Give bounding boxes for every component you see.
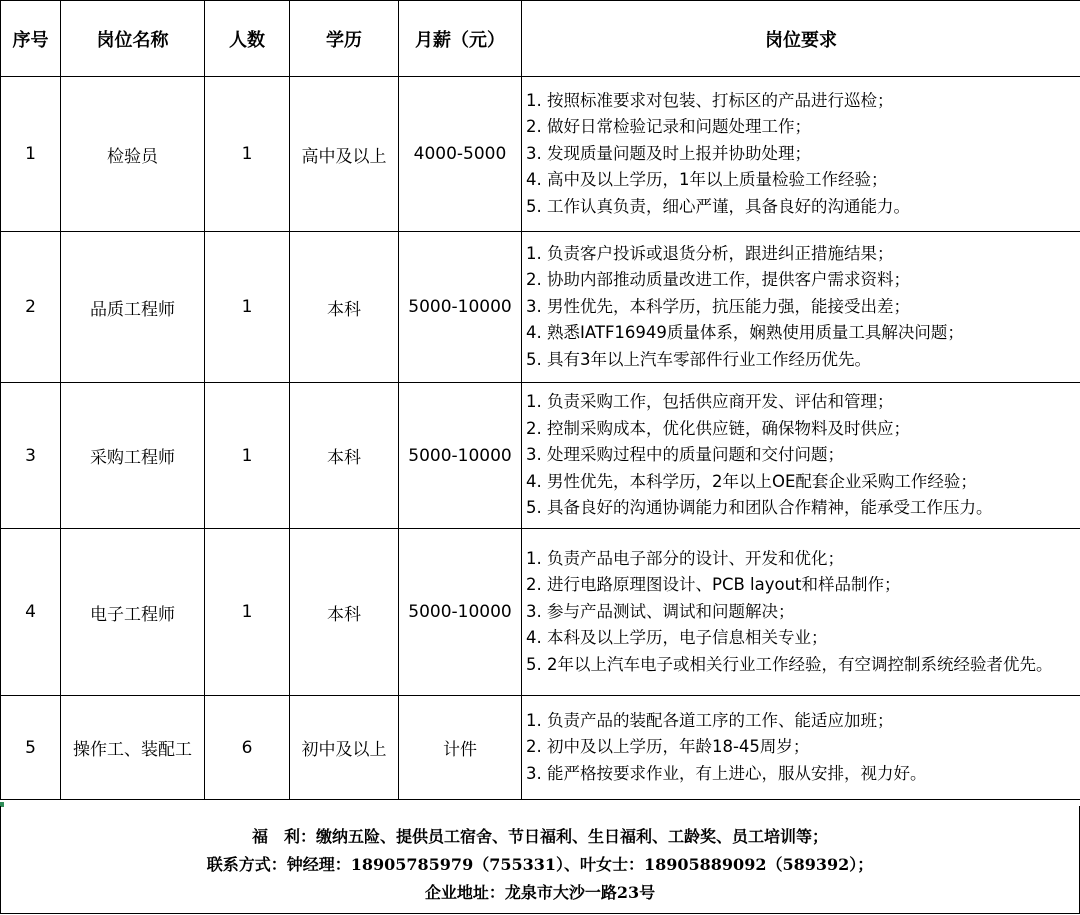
cell-salary: 4000-5000 — [399, 77, 522, 232]
requirement-line: 4. 熟悉IATF16949质量体系，娴熟使用质量工具解决问题； — [526, 323, 964, 343]
cell-requirements — [522, 696, 1080, 800]
cell-education: 本科 — [290, 529, 399, 696]
cell-requirements — [522, 77, 1080, 232]
table-row — [1, 77, 1080, 232]
table-row — [1, 232, 1080, 383]
cell-count: 6 — [205, 696, 290, 800]
cell-education: 本科 — [290, 383, 399, 529]
requirement-line: 1. 负责客户投诉或退货分析，跟进纠正措施结果； — [526, 243, 894, 263]
requirement-line: 1. 按照标准要求对包装、打标区的产品进行巡检； — [526, 90, 894, 110]
requirement-line: 4. 男性优先，本科学历，2年以上OE配套企业采购工作经验； — [526, 471, 977, 491]
company-info-footer — [0, 806, 1080, 914]
requirement-line: 1. 负责采购工作，包括供应商开发、评估和管理； — [526, 392, 894, 412]
cell-title: 检验员 — [61, 77, 205, 232]
cell-requirements — [522, 383, 1080, 529]
cell-salary: 5000-10000 — [399, 529, 522, 696]
cell-title: 操作工、装配工 — [61, 696, 205, 800]
requirement-line: 2. 初中及以上学历，年龄18-45周岁； — [526, 737, 810, 757]
requirement-line: 2. 控制采购成本，优化供应链，确保物料及时供应； — [526, 418, 910, 438]
cell-title: 电子工程师 — [61, 529, 205, 696]
cell-no: 4 — [1, 529, 61, 696]
requirement-line: 4. 高中及以上学历，1年以上质量检验工作经验； — [526, 170, 888, 190]
table-row — [1, 383, 1080, 529]
requirement-line: 4. 本科及以上学历，电子信息相关专业； — [526, 628, 828, 648]
cell-count: 1 — [205, 77, 290, 232]
requirement-line: 5. 具有3年以上汽车零部件行业工作经历优先。 — [526, 349, 871, 369]
address-text: 企业地址：龙泉市大沙一路23号 — [424, 883, 656, 902]
cell-no: 1 — [1, 77, 61, 232]
cell-requirements — [522, 232, 1080, 383]
cell-count: 1 — [205, 232, 290, 383]
header-requirements: 岗位要求 — [522, 1, 1080, 77]
requirement-line: 2. 进行电路原理图设计、PCB layout和样品制作； — [526, 575, 901, 595]
requirement-line: 2. 协助内部推动质量改进工作，提供客户需求资料； — [526, 270, 910, 290]
cell-no: 3 — [1, 383, 61, 529]
requirement-line: 1. 负责产品电子部分的设计、开发和优化； — [526, 548, 844, 568]
header-no: 序号 — [1, 1, 61, 77]
requirement-line: 3. 处理采购过程中的质量问题和交付问题； — [526, 445, 844, 465]
header-title: 岗位名称 — [61, 1, 205, 77]
table-row — [1, 696, 1080, 800]
requirement-line: 1. 负责产品的装配各道工序的工作、能适应加班； — [526, 710, 894, 730]
requirement-line: 3. 男性优先，本科学历，抗压能力强，能接受出差； — [526, 296, 910, 316]
cell-salary: 计件 — [399, 696, 522, 800]
requirement-line: 3. 发现质量问题及时上报并协助处理； — [526, 143, 811, 163]
requirement-line: 5. 具备良好的沟通协调能力和团队合作精神，能承受工作压力。 — [526, 498, 993, 518]
benefits-text: 福 利：缴纳五险、提供员工宿舍、节日福利、生日福利、工龄奖、员工培训等； — [251, 827, 828, 846]
cell-count: 1 — [205, 529, 290, 696]
table-row — [1, 529, 1080, 696]
contact-text: 联系方式：钟经理：18905785979（755331）、叶女士：18905889092（589392）； — [206, 855, 874, 874]
cell-no: 5 — [1, 696, 61, 800]
header-education: 学历 — [290, 1, 399, 77]
requirement-line: 5. 工作认真负责，细心严谨，具备良好的沟通能力。 — [526, 196, 910, 216]
cell-title: 品质工程师 — [61, 232, 205, 383]
header-salary: 月薪（元） — [399, 1, 522, 77]
requirement-line: 3. 参与产品测试、调试和问题解决； — [526, 601, 795, 621]
requirement-line: 2. 做好日常检验记录和问题处理工作； — [526, 117, 811, 137]
cell-requirements — [522, 529, 1080, 696]
cell-education: 初中及以上 — [290, 696, 399, 800]
cell-education: 本科 — [290, 232, 399, 383]
header-row — [1, 1, 1080, 77]
cell-title: 采购工程师 — [61, 383, 205, 529]
cell-count: 1 — [205, 383, 290, 529]
cell-salary: 5000-10000 — [399, 383, 522, 529]
cell-no: 2 — [1, 232, 61, 383]
cell-salary: 5000-10000 — [399, 232, 522, 383]
cell-education: 高中及以上 — [290, 77, 399, 232]
requirement-line: 3. 能严格按要求作业，有上进心，服从安排，视力好。 — [526, 763, 927, 783]
requirement-line: 5. 2年以上汽车电子或相关行业工作经验，有空调控制系统经验者优先。 — [526, 654, 1053, 674]
header-count: 人数 — [205, 1, 290, 77]
